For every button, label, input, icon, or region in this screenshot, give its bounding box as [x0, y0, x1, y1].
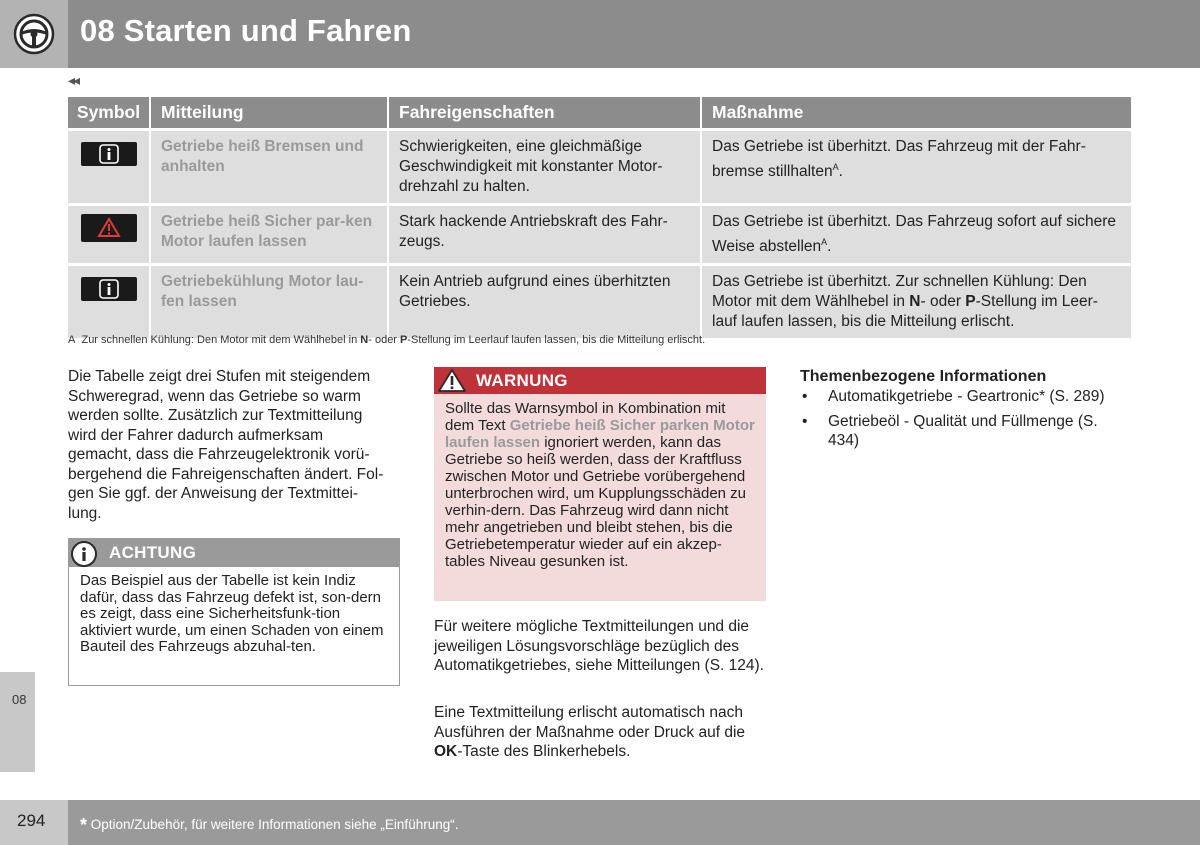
action-end: .	[838, 163, 843, 181]
action-text: Das Getriebe ist überhitzt. Das Fahrzeug sofort auf sichere Weise abstellen	[712, 213, 1117, 256]
table-header: Symbol	[68, 97, 150, 130]
message-clears-paragraph	[434, 703, 764, 762]
footnote-text: - oder	[368, 334, 401, 346]
action-cell	[701, 265, 1131, 339]
warnung-text-part: Sollte das Warnsymbol in Kombination mit dem Text	[445, 400, 726, 434]
table-header: Mitteilung	[150, 97, 388, 130]
symbol-cell	[68, 265, 150, 339]
table-header-row	[68, 97, 1131, 130]
ok-key-label: OK	[434, 743, 458, 760]
symbol-cell	[68, 130, 150, 205]
list-item[interactable]: • Getriebeöl - Qualität und Füllmenge (S. 434)	[800, 412, 1130, 450]
warnung-header	[434, 367, 766, 394]
warnung-text-part: ignoriert werden, kann das Getriebe so heiß werden, dass der Kraftfluss zwischen Motor und Getriebe vorübergehend unterbrochen wird, um Kupplungsschäden zu verhin-dern. Das Fahrzeug wird dann nicht mehr angetrieben und bleibt stehen, bis die Getriebetemperatur wieder auf ein akzep-tables Niveau gesunken ist.	[445, 434, 747, 570]
action-text: Das Getriebe ist überhitzt. Das Fahrzeug mit der Fahr-bremse stillhalten	[712, 138, 1086, 181]
info-display-icon	[81, 277, 137, 301]
table-header: Fahreigenschaften	[388, 97, 701, 130]
paragraph-text: -Taste des Blinkerhebels.	[457, 743, 631, 760]
table-row	[68, 205, 1131, 265]
page-title: 08 Starten und Fahren	[80, 13, 412, 48]
table-row	[68, 130, 1131, 205]
action-text: - oder	[920, 293, 966, 311]
warnung-title: WARNUNG	[476, 371, 568, 390]
footnote-marker: A	[832, 162, 839, 172]
message-cell: Getriebe heiß Sicher par-ken Motor laufen lassen	[150, 205, 388, 265]
table-footnote	[68, 334, 705, 346]
info-circle-icon	[71, 541, 97, 567]
footer-note	[80, 813, 458, 834]
properties-cell: Kein Antrieb aufgrund eines überhitzten Getriebes.	[388, 265, 701, 339]
warnung-text	[434, 394, 766, 576]
action-cell	[701, 130, 1131, 205]
message-cell: Getriebekühlung Motor lau-fen lassen	[150, 265, 388, 339]
page-number-box	[0, 800, 68, 845]
action-cell	[701, 205, 1131, 265]
achtung-title: ACHTUNG	[109, 543, 197, 562]
related-info-list	[800, 387, 1130, 456]
further-messages-paragraph: Für weitere mögliche Textmitteilungen und die jeweiligen Lösungsvorschläge bezüglich des Automatikgetriebes, siehe Mitteilungen (S. 124).	[434, 618, 764, 674]
symbol-cell	[68, 205, 150, 265]
message-cell: Getriebe heiß Bremsen und anhalten	[150, 130, 388, 205]
footnote-marker: A	[821, 237, 828, 247]
action-n: N	[909, 293, 921, 311]
properties-cell: Stark hackende Antriebskraft des Fahr-zeugs.	[388, 205, 701, 265]
achtung-header	[69, 539, 399, 567]
action-p: P	[965, 293, 976, 311]
chapter-side-tab	[0, 672, 35, 772]
back-arrows-icon[interactable]: ◂◂	[68, 72, 79, 88]
achtung-box	[68, 538, 400, 686]
info-display-icon	[81, 142, 137, 166]
steering-wheel-icon	[13, 13, 55, 55]
properties-cell: Schwierigkeiten, eine gleichmäßige Geschwindigkeit mit konstanter Motor-drehzahl zu halten.	[388, 130, 701, 205]
footnote-text: Zur schnellen Kühlung: Den Motor mit dem Wählhebel in	[81, 334, 361, 346]
paragraph-text: Eine Textmitteilung erlischt automatisch nach Ausführen der Maßnahme oder Druck auf die	[434, 704, 746, 741]
footnote-p: P	[400, 334, 408, 346]
action-end: .	[827, 238, 832, 256]
table-row	[68, 265, 1131, 339]
chapter-number: 08	[12, 692, 27, 707]
footer-note-text: Option/Zubehör, für weitere Informationen siehe „Einführung“.	[87, 817, 459, 832]
warnung-highlight: Getriebe heiß Sicher parken Motor laufen lassen	[445, 417, 755, 451]
warning-triangle-icon	[437, 368, 467, 393]
footnote-text: -Stellung im Leerlauf laufen lassen, bis die Mitteilung erlischt.	[407, 334, 706, 346]
warnung-box	[434, 367, 766, 601]
table-header: Maßnahme	[701, 97, 1131, 130]
star-marker: *	[80, 815, 88, 835]
chapter-icon-box	[0, 0, 68, 68]
warning-triangle-icon	[81, 214, 137, 242]
page-number: 294	[17, 811, 46, 830]
action-text: Das Getriebe ist überhitzt. Zur schnellen Kühlung: Den Motor mit dem Wählhebel in	[712, 273, 1087, 311]
message-table	[68, 97, 1131, 338]
action-text: -Stellung im Leer-lauf laufen lassen, bis die Mitteilung erlischt.	[712, 293, 1098, 331]
footnote-n: N	[360, 334, 369, 346]
achtung-text: Das Beispiel aus der Tabelle ist kein Indiz dafür, dass das Fahrzeug defekt ist, son-dern es zeigt, dass eine Sicherheitsfunk-tion aktiviert wurde, um einen Schaden von einem Bauteil des Fahrzeugs abzuhal-ten.	[80, 572, 384, 655]
footnote-marker: A	[68, 334, 76, 346]
page-footer	[0, 800, 1200, 845]
intro-paragraph: Die Tabelle zeigt drei Stufen mit steigendem Schweregrad, wenn das Getriebe so warm werden sollte. Zusätzlich zur Textmitteilung wird der Fahrer dadurch aufmerksam gemacht, dass die Fahrzeugelektronik vorü-bergehend die Fahreigenschaften ändert. Fol-gen Sie ggf. der Anweisung der Textmittei-lung.	[68, 368, 384, 522]
list-item[interactable]: • Automatikgetriebe - Geartronic* (S. 289)	[800, 387, 1130, 406]
related-info-title: Themenbezogene Informationen	[800, 368, 1047, 385]
